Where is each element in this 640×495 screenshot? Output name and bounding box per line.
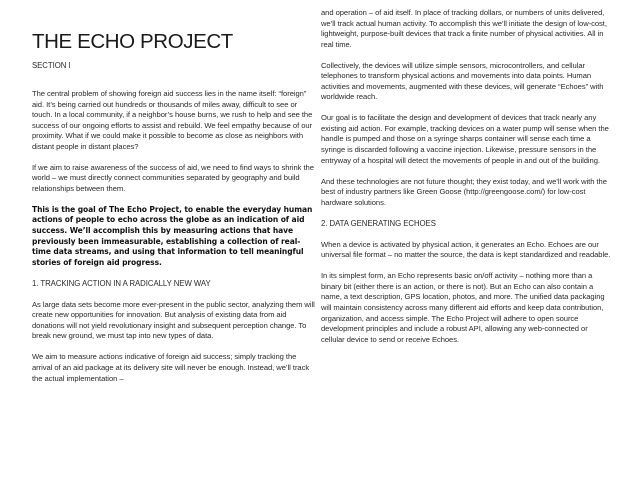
- left-column: [32, 30, 315, 395]
- continuation-paragraph-4: And these technologies are not future thought; they exist today, and we’ll work with the best of industry partners like Green Goose (http://greengoose.com/) for low-cost hardware solutions.: [321, 176, 607, 207]
- section-heading-1: 1. TRACKING ACTION IN A RADICALLY NEW WAY: [32, 278, 211, 288]
- intro-paragraph-1: The central problem of showing foreign aid success lies in the name itself: “foreign” aid. It’s being carried out hundreds or thousands of miles away, difficult to see or touch. In a local community, if a neighbor’s house burns, we rush to help and see the success of our ongoing efforts to assist and rebuild. We feel empathy because of our proximity. What if we could make it possible to become as close as neighbors with distant people in distant places?: [32, 89, 313, 151]
- intro-paragraph-2: If we aim to raise awareness of the success of aid, we need to find ways to shrink the world – we must directly connect communities separated by geography and build relationships between them.: [32, 162, 314, 193]
- continuation-paragraph-1: and operation – of aid itself. In place of tracking dollars, or numbers of units delivered, we’ll track actual human activity. To accomplish this we’ll initiate the design of low-cost, lightweight, purpose-built devices that track a finite number of physical activities. All in real time.: [321, 8, 607, 49]
- right-column: [321, 8, 612, 356]
- goal-statement: This is the goal of The Echo Project, to enable the everyday human actions of people to echo across the globe as an indication of aid success. We’ll accomplish this by measuring actions that have previously been immeasurable, establishing a collection of real-time data streams, and using that information to tell meaningful stories of foreign aid progress.: [32, 204, 313, 267]
- tracking-paragraph-1: As large data sets become more ever-present in the public sector, analyzing them will create new opportunities for innovation. But analysis of existing data from aid donations will not yield revolutionary insight and subsequent perception change. To break new ground, we must tap into new types of data.: [32, 299, 315, 341]
- echo-paragraph-1: When a device is activated by physical action, it generates an Echo. Echoes are our universal file format – no matter the source, the data is kept standardized and readable.: [321, 239, 611, 260]
- page-title: THE ECHO PROJECT: [32, 30, 233, 53]
- echo-paragraph-2: In its simplest form, an Echo represents basic on/off activity – nothing more than a binary bit (either there is an action, or there is not). But an Echo can also contain a name, a text description, GPS location, photos, and more. The unified data packaging will maintain consistency across many different aid efforts and keep data contribution, organization, and access simple. The Echo Project will adhere to open source development principles and include a robust API, allowing any web-connected or cellular device to send or receive Echoes.: [321, 271, 605, 344]
- continuation-paragraph-2: Collectively, the devices will utilize simple sensors, microcontrollers, and cellular telephones to transform physical actions and movements into data points. Human activities and movements, augmented with these devices, will generate “Echoes” with worldwide reach.: [321, 60, 604, 102]
- section-heading-2: 2. DATA GENERATING ECHOES: [321, 218, 436, 228]
- section-label: SECTION I: [32, 61, 71, 70]
- tracking-paragraph-2: We aim to measure actions indicative of foreign aid success; simply tracking the arrival of an aid package at its delivery site will never be enough. Instead, we’ll track the actual implementation –: [32, 352, 310, 383]
- continuation-paragraph-3: Our goal is to facilitate the design and development of devices that track nearly any existing aid action. For example, tracking devices on a water pump will sense when the handle is pumped and those on a syringe sharps container will sense each time a syringe is discarded following a vaccine injection. Likewise, pressure sensors in the entryway of a hospital will detect the movements of people in and out of the building.: [321, 113, 609, 165]
